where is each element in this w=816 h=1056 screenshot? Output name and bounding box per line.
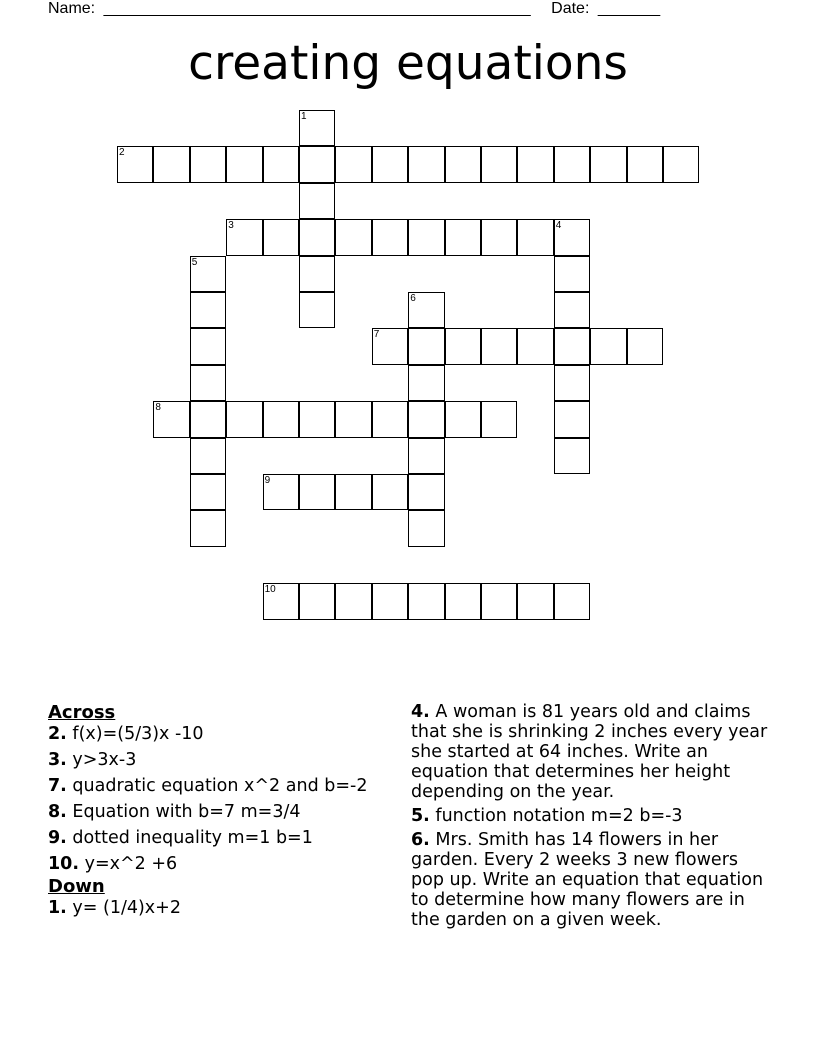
crossword-cell[interactable] (663, 146, 699, 182)
crossword-cell[interactable] (263, 219, 299, 255)
crossword-cell[interactable] (627, 146, 663, 182)
crossword-cell[interactable] (335, 401, 371, 437)
across-heading: Across (48, 702, 116, 723)
crossword-cell[interactable] (299, 146, 335, 182)
crossword-cell[interactable] (190, 365, 226, 401)
crossword-cell[interactable] (372, 583, 408, 619)
crossword-cell[interactable] (408, 510, 444, 546)
clue-across-7: 7. quadratic equation x^2 and b=-2 (48, 776, 368, 796)
crossword-cell[interactable] (117, 146, 153, 182)
crossword-cell[interactable] (263, 146, 299, 182)
crossword-cell[interactable] (190, 510, 226, 546)
page-title: creating equations (188, 36, 628, 91)
crossword-cell[interactable] (335, 219, 371, 255)
clue-down-5: 5. function notation m=2 b=-3 (411, 806, 683, 826)
crossword-cell[interactable] (408, 292, 444, 328)
cell-number: 1 (301, 111, 307, 122)
crossword-cell[interactable] (445, 219, 481, 255)
clues-right-column (411, 702, 776, 934)
crossword-cell[interactable] (554, 583, 590, 619)
crossword-cell[interactable] (408, 438, 444, 474)
crossword-cell[interactable] (445, 328, 481, 364)
cell-number: 7 (373, 329, 380, 341)
crossword-cell[interactable] (190, 401, 226, 437)
crossword-cell[interactable] (590, 328, 626, 364)
crossword-cell[interactable] (335, 583, 371, 619)
crossword-cell[interactable] (554, 438, 590, 474)
crossword-cell[interactable] (299, 474, 335, 510)
crossword-cell[interactable] (408, 583, 444, 619)
crossword-cell[interactable] (408, 474, 444, 510)
clues-left-column (48, 702, 388, 924)
down-clue-list-left (48, 898, 388, 918)
crossword-cell[interactable] (445, 146, 481, 182)
crossword-cell[interactable] (153, 146, 189, 182)
clue-down-1: 1. y= (1/4)x+2 (48, 898, 181, 918)
cell-number: 5 (191, 256, 198, 268)
name-label: Name: (48, 0, 96, 17)
crossword-cell[interactable] (299, 292, 335, 328)
crossword-cell[interactable] (445, 583, 481, 619)
crossword-cell[interactable] (554, 365, 590, 401)
clue-across-9: 9. dotted inequality m=1 b=1 (48, 828, 313, 848)
clue-across-10: 10. y=x^2 +6 (48, 854, 178, 874)
crossword-cell[interactable] (153, 401, 189, 437)
crossword-cell[interactable] (190, 438, 226, 474)
crossword-cell[interactable] (481, 219, 517, 255)
crossword-cell[interactable] (590, 146, 626, 182)
crossword-cell[interactable] (190, 146, 226, 182)
crossword-cell[interactable] (335, 474, 371, 510)
crossword-cell[interactable] (372, 219, 408, 255)
cell-number: 9 (264, 475, 271, 486)
crossword-cell[interactable] (372, 401, 408, 437)
crossword-cell[interactable] (190, 292, 226, 328)
crossword-cell[interactable] (554, 292, 590, 328)
crossword-cell[interactable] (554, 146, 590, 182)
crossword-cell[interactable] (517, 583, 553, 619)
cell-number: 6 (410, 293, 416, 304)
crossword-cell[interactable] (445, 401, 481, 437)
crossword-cell[interactable] (408, 219, 444, 255)
crossword-cell[interactable] (481, 328, 517, 364)
crossword-cell[interactable] (299, 401, 335, 437)
crossword-cell[interactable] (517, 328, 553, 364)
cell-number: 3 (228, 220, 234, 232)
crossword-cell[interactable] (408, 328, 444, 364)
crossword-cell[interactable] (190, 474, 226, 510)
crossword-cell[interactable] (299, 110, 335, 146)
crossword-cell[interactable] (408, 146, 444, 182)
crossword-cell[interactable] (481, 583, 517, 619)
date-blank[interactable]: _______ (597, 0, 661, 17)
clue-across-2: 2. f(x)=(5/3)x -10 (48, 724, 204, 744)
crossword-cell[interactable] (627, 328, 663, 364)
crossword-cell[interactable] (190, 328, 226, 364)
crossword-cell[interactable] (481, 401, 517, 437)
crossword-cell[interactable] (408, 365, 444, 401)
crossword-cell[interactable] (554, 328, 590, 364)
crossword-cell[interactable] (554, 256, 590, 292)
crossword-cell[interactable] (517, 146, 553, 182)
crossword-cell[interactable] (226, 219, 262, 255)
cell-number: 10 (264, 584, 276, 596)
clue-across-3: 3. y>3x-3 (48, 750, 137, 770)
cell-number: 4 (555, 220, 562, 232)
cell-number: 8 (155, 402, 161, 414)
cell-number: 2 (119, 147, 125, 159)
crossword-cell[interactable] (226, 146, 262, 182)
crossword-cell[interactable] (372, 474, 408, 510)
clue-down-6: 6. Mrs. Smith has 14 flowers in her garden. Every 2 weeks 3 new flowers pop up. Write an equation that equation to determine how many flowers are in the garden on a given week. (411, 830, 764, 930)
down-heading: Down (48, 876, 105, 897)
date-label: Date: (551, 0, 590, 17)
name-blank[interactable]: ________________________________________________ (103, 0, 531, 17)
crossword-cell[interactable] (263, 583, 299, 619)
crossword-cell[interactable] (226, 401, 262, 437)
crossword-cell[interactable] (299, 183, 335, 219)
crossword-cell[interactable] (554, 401, 590, 437)
crossword-cell[interactable] (335, 146, 371, 182)
clue-down-4: 4. A woman is 81 years old and claims that she is shrinking 2 inches every year she started at 64 inches. Write an equation that determines her height depending on the year. (411, 702, 768, 802)
across-clue-list (48, 724, 388, 874)
crossword-cell[interactable] (190, 256, 226, 292)
crossword-cell[interactable] (408, 401, 444, 437)
clue-across-8: 8. Equation with b=7 m=3/4 (48, 802, 301, 822)
crossword-cell[interactable] (372, 146, 408, 182)
crossword-cell[interactable] (554, 219, 590, 255)
crossword-cell[interactable] (263, 401, 299, 437)
crossword-cell[interactable] (481, 146, 517, 182)
crossword-cell[interactable] (299, 219, 335, 255)
crossword-cell[interactable] (299, 583, 335, 619)
crossword-cell[interactable] (517, 219, 553, 255)
crossword-cell[interactable] (263, 474, 299, 510)
crossword-cell[interactable] (372, 328, 408, 364)
crossword-cell[interactable] (299, 256, 335, 292)
